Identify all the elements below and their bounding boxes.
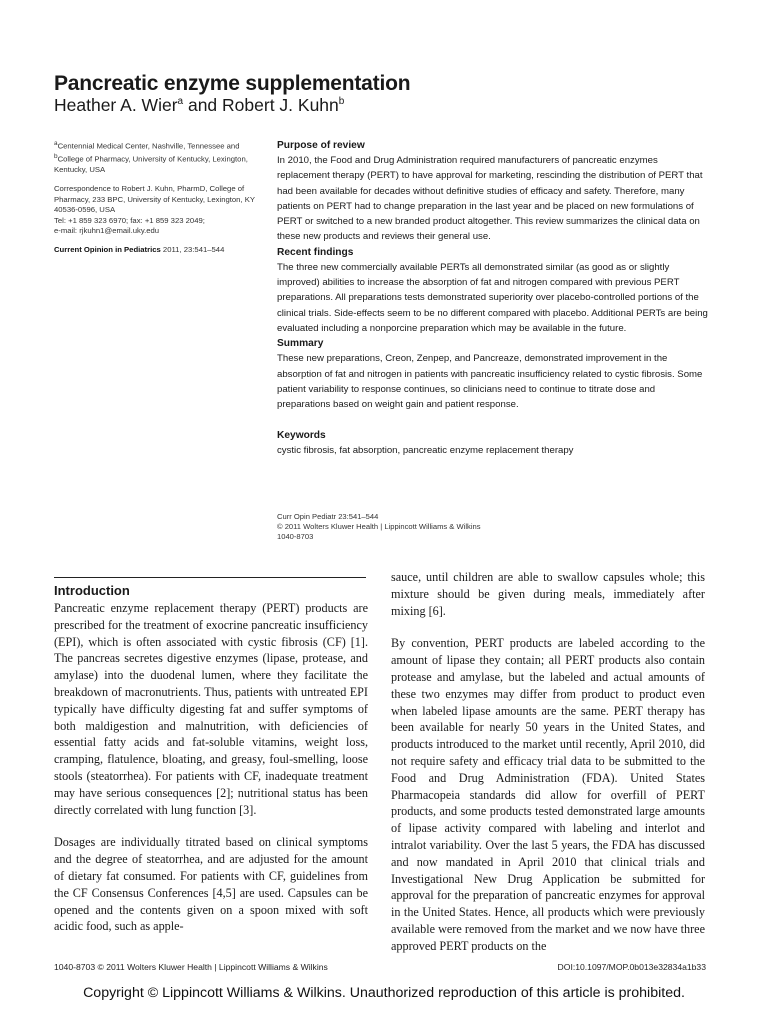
paragraph: Pancreatic enzyme replacement therapy (PERT) products are prescribed for the treatment of exocrine pancreatic insufficiency (EPI), which is often associated with cystic fibrosis (CF) [1]. The pancreas secretes digestive enzymes (lipase, protease, and amylase) into the duodenal lumen, where they facilitate the breakdown of macronutrients. Thus, patients with untreated EPI typically have difficulty digesting fat and suffer symptoms of both maldigestion and malnutrition, with deficiencies of essential fatty acids and fat-soluble vitamins, weight loss, cramping, flatulence, bloating, and greasy, foul-smelling, loose stools (steatorrhea). For patients with CF, inadequate treatment may have serious consequences [2]; nutritional status has been directly correlated with lung function [3]. [54, 601, 368, 817]
findings-heading: Recent findings [277, 246, 354, 258]
affiliation-b-text: College of Pharmacy, University of Kentucky, Lexington, Kentucky, USA [54, 154, 248, 174]
introduction-heading: Introduction [54, 583, 130, 598]
affiliations-block [54, 139, 266, 256]
article-title: Pancreatic enzyme supplementation [54, 72, 411, 95]
paragraph: By convention, PERT products are labeled according to the amount of lipase they contain; all PERT products also contain protease and amylase, but the labeled and actual amounts of these two enzymes may differ from product to product even when labeled lipase amounts are the same. PERT therapy has been available for nearly 50 years in the United States, and products introduced to the market until recently, April 2010, did not require safety and efficacy trial data to be submitted to the Food and Drug Administration (FDA). United States Pharmacopeia standards did allow for overfill of PERT products, and some products tested demonstrated large amounts of lipase activity compared with labeling and interlot and intralot variability. Over the last 5 years, the FDA has discussed and now mandated in April 2010 that clinical trials and Investigational New Drug Application be submitted for approval for the preparation of pancreatic enzymes for approval in the United States. Hence, all products which were previously available were removed from the market and we now have three approved PERT products on the [391, 636, 705, 953]
footer-publisher: 1040-8703 © 2011 Wolters Kluwer Health | Lippincott Williams & Wilkins [54, 962, 328, 972]
citation-block [277, 512, 481, 542]
affiliation-b [54, 152, 266, 175]
correspondence-block [54, 184, 266, 236]
citation-copyright: © 2011 Wolters Kluwer Health | Lippincott Williams & Wilkins [277, 522, 481, 531]
author-line [54, 95, 344, 116]
purpose-text: In 2010, the Food and Drug Administration required manufacturers of pancreatic enzymes replacement therapy (PERT) to have approval for marketing, rescinding the distribution of PERT that had been available for decades without definitive studies of efficacy and safety. Therefore, many patients on PERT had to change preparation in the last year and be placed on new formulations of PERT or switched to a new branded product altogether. This review summarizes the clinical data on these new products and reviews their general use. [277, 155, 703, 243]
journal-name: Current Opinion in Pediatrics [54, 245, 161, 255]
body-column-right [391, 569, 705, 971]
findings-text: The three new commercially available PERTs all demonstrated similar (as good as or slightly improved) abilities to increase the absorption of fat and nitrogen compared with previous PERT preparations. All preparations tests demonstrated superiority over placebo-controlled portions of the clinical trials. Side-effects seem to be no different compared with placebo. Additional PERTs are being evaluated including a nonporcine preparation which may be available in the future. [277, 261, 708, 334]
citation-issn: 1040-8703 [277, 532, 314, 541]
affiliation-b-marker: b [54, 152, 58, 160]
summary-heading: Summary [277, 338, 324, 350]
journal-volume: 2011, 23:541–544 [160, 245, 225, 255]
correspondence-phone: Tel: +1 859 323 6970; fax: +1 859 323 2049; [54, 215, 205, 225]
author-wier-affil-marker: a [177, 96, 184, 108]
author-kuhn: Robert J. Kuhn [222, 95, 339, 115]
correspondence-email[interactable]: e-mail: rjkuhn1@email.uky.edu [54, 225, 160, 235]
author-kuhn-affil-marker: b [338, 96, 345, 108]
affiliation-list [54, 139, 266, 175]
abstract [277, 138, 709, 459]
journal-reference [54, 245, 266, 255]
paragraph: Dosages are individually titrated based on clinical symptoms and the degree of steatorrhea, and are adjusted for the amount of dietary fat consumed. For patients with CF, guidelines from the CF Consensus Conferences [4,5] are used. Capsules can be opened and the contents given on a spoon mixed with soft acidic food, such as apple- [54, 835, 368, 934]
paragraph: sauce, until children are able to swallow capsules whole; this mixture should be given during meals, immediately after mixing [6]. [391, 570, 705, 618]
citation-journal: Curr Opin Pediatr 23:541–544 [277, 512, 379, 521]
summary-text: These new preparations, Creon, Zenpep, and Pancreaze, demonstrated improvement in the absorption of fat and nitrogen in patients with pancreatic insufficiency related to cystic fibrosis. Some patient variability to response continues, so clinicians need to continue to titrate dose and preparations based on weight gain and patient response. [277, 353, 703, 411]
affiliation-a [54, 139, 266, 152]
purpose-heading: Purpose of review [277, 140, 365, 151]
keywords-heading: Keywords [277, 430, 326, 442]
affiliation-a-text: Centennial Medical Center, Nashville, Tennessee and [57, 141, 240, 151]
correspondence-address: Correspondence to Robert J. Kuhn, PharmD, College of Pharmacy, 233 BPC, University of Kentucky, Lexington, KY 40536-0596, USA [54, 184, 255, 215]
footer-doi[interactable]: DOI:10.1097/MOP.0b013e32834a1b33 [557, 962, 706, 972]
author-wier: Heather A. Wier [54, 95, 178, 115]
copyright-notice: Copyright © Lippincott Williams & Wilkins. Unauthorized reproduction of this article is prohibited. [83, 985, 685, 1001]
keywords-text: cystic fibrosis, fat absorption, pancreatic enzyme replacement therapy [277, 445, 574, 457]
body-column-left [54, 582, 368, 951]
section-divider [54, 577, 366, 578]
author-conjunction: and [183, 95, 223, 115]
affiliation-a-marker: a [54, 140, 58, 147]
